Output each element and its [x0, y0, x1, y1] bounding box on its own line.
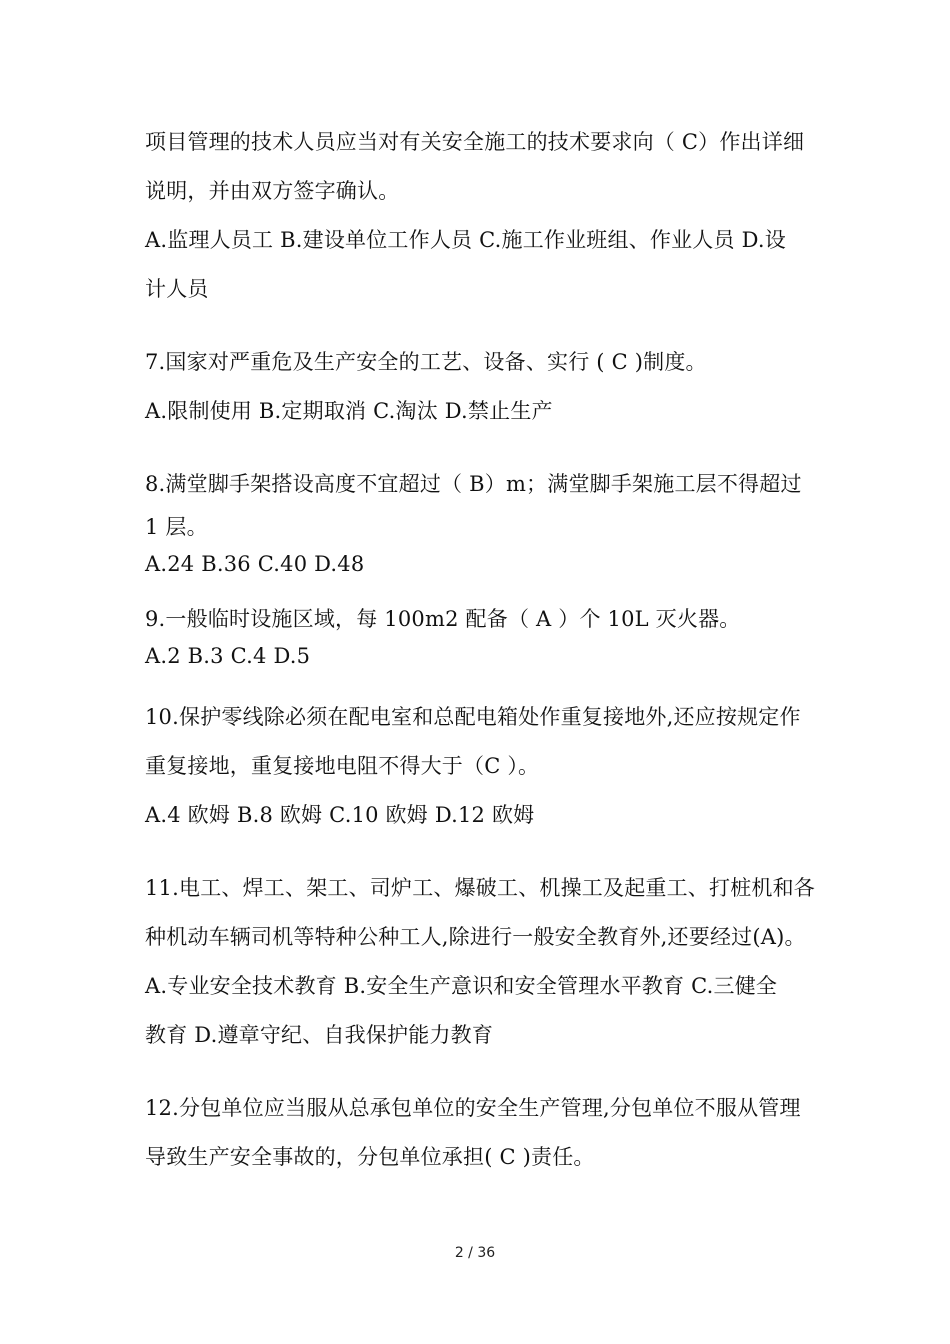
answer-options: 教育 D.遵章守纪、自我保护能力教育	[145, 1023, 494, 1047]
question-text: 12.分包单位应当服从总承包单位的安全生产管理,分包单位不服从管理	[145, 1096, 801, 1120]
question-block	[145, 338, 815, 436]
question-text: 8.满堂脚手架搭设高度不宜超过（ B）m；满堂脚手架施工层不得超过	[145, 472, 802, 496]
page-number: 2 / 36	[454, 1245, 496, 1261]
question-text: 10.保护零线除必须在配电室和总配电箱处作重复接地外,还应按规定作	[145, 705, 801, 729]
question-text: 种机动车辆司机等特种公种工人,除进行一般安全教育外,还要经过(A)。	[145, 925, 806, 949]
question-block	[145, 118, 815, 314]
answer-options: A.2 B.3 C.4 D.5	[145, 644, 311, 668]
question-text: 11.电工、焊工、架工、司炉工、爆破工、机操工及起重工、打桩机和各	[145, 876, 815, 900]
question-block	[145, 1084, 815, 1182]
answer-options: A.4 欧姆 B.8 欧姆 C.10 欧姆 D.12 欧姆	[145, 803, 535, 827]
question-text: 说明，并由双方签字确认。	[145, 179, 400, 203]
answer-options: A.限制使用 B.定期取消 C.淘汰 D.禁止生产	[145, 399, 553, 423]
answer-options: A.24 B.36 C.40 D.48	[145, 552, 365, 576]
answer-options: A.监理人员工 B.建设单位工作人员 C.施工作业班组、作业人员 D.设	[145, 228, 786, 252]
answer-options: 计人员	[145, 277, 209, 301]
question-text: 1 层。	[145, 515, 208, 539]
question-text: 导致生产安全事故的，分包单位承担( C )责任。	[145, 1145, 595, 1169]
question-block	[145, 864, 815, 1060]
question-block	[145, 601, 815, 675]
question-text: 项目管理的技术人员应当对有关安全施工的技术要求向（ C）作出详细	[145, 130, 805, 154]
document-body	[145, 118, 815, 1182]
answer-options: A.专业安全技术教育 B.安全生产意识和安全管理水平教育 C.三健全	[145, 974, 778, 998]
question-text: 重复接地，重复接地电阻不得大于（C ）。	[145, 754, 540, 778]
question-text: 7.国家对严重危及生产安全的工艺、设备、实行 ( C )制度。	[145, 350, 707, 374]
question-block	[145, 693, 815, 840]
question-text: 9.一般临时设施区域，每 100m2 配备（ A ）个 10L 灭火器。	[145, 607, 741, 631]
question-block	[145, 460, 815, 583]
